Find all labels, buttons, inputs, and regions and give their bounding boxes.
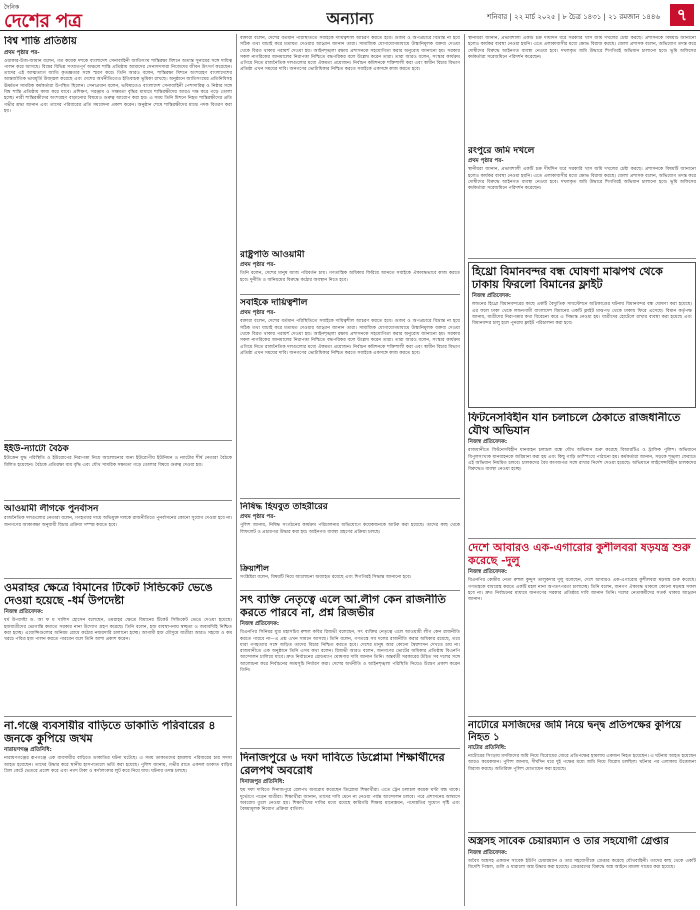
article-body: স্থানীয়রা জানান, প্রভাবশালী একটি চক্র দীর্ঘদিন ধরে সরকারি খাস জমি দখলের চেষ্টা করছে। প্রশাসনকে বিষয়টি জানানো হলেও কার্যকর ব্যবস্থা নেওয়া হয়নি। এতে এলাকাবাসীর মধ্যে ক্ষোভ বিরাজ করছে। জেলা প্রশাসক বলেন, অভিযোগ তদন্ত করে দোষীদের বিরুদ্ধে আইনগত ব্যবস্থা নেওয়া হবে। দখলকৃত জমি উদ্ধারে শিগগিরই অভিযান চালানো হবে। ভূমি অফিসের কর্মকর্তারা সরেজমিনে পরিদর্শন করেছেন। xyxy=(468,167,696,192)
byline: প্রথম পৃষ্ঠার পর- xyxy=(240,514,276,521)
byline: প্রথম পৃষ্ঠার পর- xyxy=(468,158,504,165)
article-body: নাটোরের সিংড়ায় মসজিদের জমি নিয়ে বিরোধের জেরে প্রতিপক্ষের হামলায় একজন নিহত হয়েছেন। এ ঘটনায় আহত হয়েছেন আরও কয়েকজন। পুলিশ জানায়, দীর্ঘদিন ধরে দুই পক্ষের মধ্যে জমি নিয়ে বিরোধ চলছিল। ঘটনার পর এলাকায় উত্তেজনা বিরাজ করছে। অতিরিক্ত পুলিশ মোতায়েন করা হয়েছে। xyxy=(468,754,696,772)
article-rangpur xyxy=(468,146,696,256)
headline: রাষ্ট্রপতি আওয়ামী xyxy=(240,250,305,260)
article-world-peace xyxy=(4,36,232,436)
article-body: বক্তারা বলেন, দেশের বর্তমান পরিস্থিতিতে সবাইকে দায়িত্বশীল আচরণ করতে হবে। গুজব ও অপপ্রচারে বিভ্রান্ত না হয়ে সঠিক তথ্য যাচাই করে মতামত দেওয়ার আহ্বান জানান তারা। সামাজিক যোগাযোগমাধ্যমে উস্কানিমূলক বক্তব্য দেওয়া থেকে বিরত থাকার পরামর্শ দেওয়া হয়। আইনশৃঙ্খলা রক্ষায় প্রশাসনকে সহযোগিতা করার অনুরোধ জানানো হয়। সরকার সকল নাগরিকের জানমালের নিরাপত্তা নিশ্চিতে বদ্ধপরিকর বলে উল্লেখ করেন তারা। তারা আরও বলেন, সংস্কার কার্যক্রম এগিয়ে নিতে রাজনৈতিক দলগুলোর মধ্যে ঐকমত্য প্রয়োজন। নির্বাচন কমিশনকে শক্তিশালী করা এবং স্বাধীন বিচার বিভাগ প্রতিষ্ঠা এখন সময়ের দাবি। জনগণের ভোটাধিকার নিশ্চিত করতে সবাইকে একসঙ্গে কাজ করতে হবে। xyxy=(240,36,460,73)
issue-date: শনিবার | ২২ মার্চ ২০২৫ | ৮ চৈত্র ১৪৩১ | ২১ রমজান ১৪৪৬ xyxy=(487,13,660,21)
newspaper-logo: দেশের পত্র xyxy=(4,10,82,32)
divider xyxy=(4,578,232,579)
byline: প্রথম পৃষ্ঠার পর- xyxy=(4,49,40,56)
divider xyxy=(240,590,460,591)
headline: সবাইকে দায়িত্বশীল xyxy=(240,298,308,308)
article-rizvi xyxy=(240,594,460,744)
article-natore xyxy=(468,720,696,830)
article-al-rehab xyxy=(4,504,232,574)
article-body: রাজনৈতিক দলগুলোর নেতারা বলেন, গণহত্যার দায়ে অভিযুক্ত দলকে রাজনীতিতে পুনর্বাসনের কোনো সুযোগ দেওয়া হবে না। জনগণের আকাঙ্ক্ষা অনুযায়ী বিচার প্রক্রিয়া সম্পন্ন করতে হবে। xyxy=(4,516,232,528)
article-president xyxy=(240,36,460,246)
section-title: অন্যান্য xyxy=(326,9,374,28)
page-number: ৭ xyxy=(670,4,694,26)
headline: হিথ্রো বিমানবন্দর বন্ধ ঘোষণা মাঝপথ থেকে ঢাকায় ফিরলো বিমানের ফ্লাইট xyxy=(472,265,663,291)
byline: নিজস্ব প্রতিবেদক: xyxy=(240,621,280,628)
divider xyxy=(4,716,232,717)
article-body: সংশ্লিষ্টরা বলেন, বিষয়টি নিয়ে আলোচনা অব্যাহত রয়েছে এবং শিগগিরই সিদ্ধান্ত জানানো হবে। xyxy=(240,575,412,581)
headline: অস্ত্রসহ সাবেক চেয়ারম্যান ও তার সহযোগী গ্রেপ্তার xyxy=(468,836,669,847)
headline: না.গঞ্জে ব্যবসায়ীর বাড়িতে ডাকাতি পরিবারের ৪ জনকে কুপিয়ে জখম xyxy=(4,720,216,745)
article-body: নারায়ণগঞ্জের রূপগঞ্জে এক ব্যবসায়ীর বাড়িতে ডাকাতির ঘটনা ঘটেছে। এ সময় ডাকাতদের হামলায় পরিবারের চার সদস্য আহত হয়েছেন। তাদের উদ্ধার করে স্থানীয় হাসপাতালে ভর্তি করা হয়েছে। পুলিশ জানায়, গভীর রাতে একদল ডাকাত বাড়ির গ্রিল কেটে ভেতরে প্রবেশ করে এবং নগদ টাকা ও স্বর্ণালংকার লুট করে নিয়ে যায়। ঘটনার তদন্ত চলছে। xyxy=(4,756,232,774)
article-body: ছয় দফা দাবিতে দিনাজপুরে রেলপথ অবরোধ করেছেন ডিপ্লোমা শিক্ষার্থীরা। এতে ট্রেন চলাচল কয়েক ঘণ্টা বন্ধ থাকে। দুর্ভোগে পড়েন যাত্রীরা। শিক্ষার্থীরা জানান, তাদের দাবি মেনে না নেওয়া পর্যন্ত আন্দোলন চলবে। পরে প্রশাসনের আশ্বাসে অবরোধ তুলে নেওয়া হয়। শিক্ষার্থীদের দাবির মধ্যে রয়েছে কারিগরি শিক্ষার মানোন্নয়ন, পদোন্নতির সুযোগ সৃষ্টি এবং বৈষম্যমূলক নিয়োগ প্রক্রিয়া বাতিল। xyxy=(240,788,460,813)
divider xyxy=(468,538,696,539)
divider xyxy=(468,258,696,259)
byline: নিজস্ব প্রতিবেদক: xyxy=(468,439,508,446)
headline: আওয়ামী লীগকে পুনর্বাসন xyxy=(4,504,99,514)
byline: নারায়ণগঞ্জ প্রতিনিধি: xyxy=(4,747,52,754)
divider xyxy=(468,832,696,833)
byline: নিজস্ব প্রতিবেদক: xyxy=(468,569,508,576)
divider xyxy=(468,716,696,717)
column-rule xyxy=(236,34,237,906)
article-active xyxy=(240,564,460,588)
headline: ইইউ-ন্যাটো বৈঠক xyxy=(4,444,69,454)
headline: রংপুরে জমি দখলে xyxy=(468,146,535,156)
article-body: ওয়াকার-উজ-জামান বলেন, গত কয়েক দশকে বাংলাদেশ সেনাবাহিনী জাতিসংঘ শান্তিরক্ষা মিশনে অত্যন্ত সুনামের সঙ্গে দায়িত্ব পালন করে আসছে। বিশ্বের বিভিন্ন সংঘাতপূর্ণ অঞ্চলে শান্তি প্রতিষ্ঠায় আমাদের সেনাসদস্যরা নিজেদের জীবন উৎসর্গ করেছেন। তাদের এই আত্মত্যাগ জাতি কৃতজ্ঞতার সঙ্গে স্মরণ করে। তিনি আরও বলেন, শান্তিরক্ষা মিশনে অংশগ্রহণ বাংলাদেশের আন্তর্জাতিক ভাবমূর্তি উজ্জ্বল করেছে এবং দেশের অর্থনীতিতেও ইতিবাচক ভূমিকা রাখছে। অনুষ্ঠানে জাতিসংঘের প্রতিনিধিসহ ঊর্ধ্বতন সামরিক কর্মকর্তারা উপস্থিত ছিলেন। সেনাপ্রধান বলেন, ভবিষ্যতেও বাংলাদেশ সেনাবাহিনী পেশাদারিত্ব ও নিষ্ঠার সঙ্গে বিশ্ব শান্তি প্রতিষ্ঠায় কাজ করে যাবে। প্রশিক্ষণ, সরঞ্জাম ও সক্ষমতা বৃদ্ধির মাধ্যমে শান্তিরক্ষীদের আরও দক্ষ করে গড়ে তোলা হচ্ছে। নারী শান্তিরক্ষীদের অংশগ্রহণ বাড়ানোর বিষয়েও গুরুত্ব আরোপ করা হয়। এ সময় তিনি মিশনে নিহত শান্তিরক্ষীদের প্রতি গভীর শ্রদ্ধা জানান এবং তাদের পরিবারের প্রতি সমবেদনা প্রকাশ করেন। অনুষ্ঠান শেষে শান্তিরক্ষীদের মাঝে পদক বিতরণ করা হয়। xyxy=(4,58,232,114)
headline: সৎ ব্যক্তি নেতৃত্বে এলে আ.লীগ কেন রাজনীতি করতে পারবে না, প্রশ্ন রিজভীর xyxy=(240,594,446,619)
article-arrest xyxy=(468,836,696,906)
headline: নিষিদ্ধ হিযবুত তাহরীরের xyxy=(240,502,328,512)
article-rangpur-top xyxy=(468,36,696,144)
divider xyxy=(4,500,232,501)
masthead-tag: দৈনিক xyxy=(4,4,20,11)
article-body: তিনি বলেন, দেশের মানুষ আজ পরিবর্তন চায়। গণতান্ত্রিক অধিকার ফিরিয়ে আনতে সবাইকে ঐক্যবদ্ধভাবে কাজ করতে হবে। দুর্নীতি ও অনিয়মের বিরুদ্ধে কঠোর অবস্থান নিতে হবে। xyxy=(240,271,460,283)
article-president-al xyxy=(240,250,460,290)
byline: নিজস্ব প্রতিবেদক: xyxy=(4,609,44,616)
divider xyxy=(240,748,460,749)
article-responsible xyxy=(240,298,460,494)
article-dulu xyxy=(468,542,696,712)
article-hizbut xyxy=(240,502,460,562)
article-dinajpur xyxy=(240,752,460,906)
article-eu-nato xyxy=(4,444,232,498)
article-umrah-ticket xyxy=(4,582,232,712)
article-body: বিএনপির সিনিয়র যুগ্ম মহাসচিব রুহুল কবির রিজভী বলেছেন, সৎ ব্যক্তির নেতৃত্বে এলে আওয়ামী লীগ কেন রাজনীতি করতে পারবে না—এ প্রশ্ন এখন সামনে আসছে। তিনি বলেন, গণতন্ত্রে সব দলের রাজনীতি করার অধিকার রয়েছে, তবে যারা গণহত্যার সঙ্গে জড়িত তাদের বিচার নিশ্চিত করতে হবে। দেশের মানুষ আর কোনো স্বৈরশাসন দেখতে চায় না। রাজধানীতে এক অনুষ্ঠানে তিনি এসব কথা বলেন। রিজভী আরও বলেন, জনগণের ভোটের অধিকার প্রতিষ্ঠায় বিএনপি আন্দোলন চালিয়ে যাবে। দ্রুত নির্বাচনের রোডম্যাপ ঘোষণার দাবি জানান তিনি। অন্তর্বর্তী সরকারের উচিত সব দলের সঙ্গে আলোচনা করে নির্বাচনের সময়সূচি নির্ধারণ করা। দেশের অর্থনীতি ও আইনশৃঙ্খলা পরিস্থিতি নিয়েও উদ্বেগ প্রকাশ করেন তিনি। xyxy=(240,630,460,674)
article-body: লন্ডনের হিথ্রো বিমানবন্দরের কাছে একটি বৈদ্যুতিক সাবস্টেশনে অগ্নিকাণ্ডের ঘটনায় বিমানবন্দর বন্ধ ঘোষণা করা হয়েছে। এর ফলে ঢাকা থেকে লন্ডনগামী বাংলাদেশ বিমানের একটি ফ্লাইট মাঝপথ থেকে ঢাকায় ফিরে এসেছে। বিমান কর্তৃপক্ষ জানায়, যাত্রীদের নিরাপত্তার কথা বিবেচনা করে এ সিদ্ধান্ত নেওয়া হয়। যাত্রীদের হোটেলে রাখার ব্যবস্থা করা হয়েছে এবং বিমানবন্দর চালু হলে পুনরায় ফ্লাইট পরিচালনা করা হবে। xyxy=(472,302,692,327)
column-rule xyxy=(464,34,465,906)
article-body: স্থানীয়রা জানান, প্রভাবশালী একটি চক্র দীর্ঘদিন ধরে সরকারি খাস জমি দখলের চেষ্টা করছে। প্রশাসনকে বিষয়টি জানানো হলেও কার্যকর ব্যবস্থা নেওয়া হয়নি। এতে এলাকাবাসীর মধ্যে ক্ষোভ বিরাজ করছে। জেলা প্রশাসক বলেন, অভিযোগ তদন্ত করে দোষীদের বিরুদ্ধে আইনগত ব্যবস্থা নেওয়া হবে। দখলকৃত জমি উদ্ধারে শিগগিরই অভিযান চালানো হবে। ভূমি অফিসের কর্মকর্তারা সরেজমিনে পরিদর্শন করেছেন। xyxy=(468,36,696,60)
headline: ওমরাহর ক্ষেত্রে বিমানের টিকেট সিন্ডিকেট ভেঙে দেওয়া হয়েছে -ধর্ম উপদেষ্টা xyxy=(4,582,213,607)
divider xyxy=(240,294,460,295)
headline: নাটোরে মসজিদের জমি নিয়ে দ্বন্দ্ব প্রতিপক্ষের কুপিয়ে নিহত ১ xyxy=(468,720,682,743)
article-body: রাজধানীতে ফিটনেসবিহীন যানবাহন চলাচল বন্ধে যৌথ অভিযান শুরু করেছে বিআরটিএ ও ট্রাফিক পুলিশ। অভিযানে বিপুলসংখ্যক যানবাহনকে জরিমানা করা হয় এবং কিছু গাড়ি ডাম্পিংয়ে পাঠানো হয়। কর্মকর্তারা জানান, সড়কে শৃঙ্খলা ফেরাতে এই অভিযান নিয়মিত চলবে। চালকদের বৈধ কাগজপত্র সঙ্গে রাখার নির্দেশ দেওয়া হয়েছে। অভিযানে লাইসেন্সবিহীন চালকদের বিরুদ্ধেও ব্যবস্থা নেওয়া হচ্ছে। xyxy=(468,448,696,473)
article-body: বিএনপির কেন্দ্রীয় নেতা রুহুল কুদ্দুস তালুকদার দুলু বলেছেন, দেশে আবারও এক-এগারোর কুশীলবরা ষড়যন্ত্র শুরু করেছে। গণতন্ত্রকে বাধাগ্রস্ত করতে একটি মহল নানা অপতৎপরতা চালাচ্ছে। তিনি বলেন, জনগণ ঐক্যবদ্ধ থাকলে কোনো ষড়যন্ত্র সফল হবে না। দ্রুত নির্বাচনের মাধ্যমে জনগণের সরকার প্রতিষ্ঠার দাবি জানান তিনি। দলের নেতাকর্মীদের সতর্ক থাকার আহ্বান জানান। xyxy=(468,578,696,603)
article-body: ধর্ম উপদেষ্টা ড. আ ফ ম খালিদ হোসেন বলেছেন, ওমরাহর ক্ষেত্রে বিমানের টিকেট সিন্ডিকেট ভেঙে দেওয়া হয়েছে। হজযাত্রীদের ভোগান্তি কমাতে সরকার নানা উদ্যোগ গ্রহণ করেছে। তিনি বলেন, হজ ব্যবস্থাপনায় স্বচ্ছতা ও জবাবদিহি নিশ্চিত করা হচ্ছে। এজেন্সিগুলোর অনিয়ম রোধে কঠোর নজরদারি চালানো হচ্ছে। আগামী হজ মৌসুমে যাত্রীরা আরও সহজে ও কম খরচে পবিত্র হজ পালন করতে পারবেন বলে তিনি আশা প্রকাশ করেন। xyxy=(4,618,232,643)
headline: দেশে আবারও এক-এগারোর কুশীলবরা ষড়যন্ত্র শুরু করেছে -দুলু xyxy=(468,542,691,567)
article-robbery xyxy=(4,720,232,906)
article-body: পুলিশ জানায়, নিষিদ্ধ সংগঠনের কার্যক্রম পরিচালনার অভিযোগে কয়েকজনকে আটক করা হয়েছে। তাদের কাছ থেকে লিফলেট ও প্রচারপত্র উদ্ধার করা হয়। আইনগত ব্যবস্থা গ্রহণের প্রক্রিয়া চলছে। xyxy=(240,523,460,535)
headline: ক্রিয়াশীল xyxy=(240,564,269,573)
article-fitness xyxy=(468,412,696,536)
masthead xyxy=(0,0,700,31)
byline: দিনাজপুর প্রতিনিধি: xyxy=(240,779,285,786)
divider xyxy=(4,440,232,441)
headline: বিশ্ব শান্তি প্রতিষ্ঠায় xyxy=(4,36,77,47)
headline: ফিটনেসবিহীন যান চলাচলে ঠেকাতে রাজধানীতে যৌথ অভিযান xyxy=(468,412,681,437)
byline: প্রথম পৃষ্ঠার পর- xyxy=(240,310,276,317)
divider xyxy=(240,498,460,499)
byline: নাটোর প্রতিনিধি: xyxy=(468,745,507,751)
headline: দিনাজপুরে ৬ দফা দাবিতে ডিপ্লোমা শিক্ষার্থীদের রেলপথ অবরোধ xyxy=(240,752,445,777)
article-heathrow xyxy=(468,262,696,408)
byline: প্রথম পৃষ্ঠার পর- xyxy=(240,262,276,269)
article-body: অবৈধ অস্ত্রসহ একজন সাবেক ইউপি চেয়ারম্যান ও তার সহযোগীকে গ্রেপ্তার করেছে যৌথবাহিনী। তাদের কাছ থেকে একটি বিদেশি পিস্তল, গুলি ও ধারালো অস্ত্র উদ্ধার করা হয়েছে। গ্রেপ্তারদের বিরুদ্ধে অস্ত্র আইনে মামলা দায়ের করা হয়েছে। xyxy=(468,858,696,870)
byline: নিজস্ব প্রতিবেদক: xyxy=(472,293,512,300)
byline: নিজস্ব প্রতিবেদক: xyxy=(468,849,508,856)
article-body: ইউক্রেন যুদ্ধ পরিস্থিতি ও ইউরোপের নিরাপত্তা নিয়ে আলোচনার জন্য ইউরোপীয় ইউনিয়ন ও ন্যাটোর শীর্ষ নেতারা বৈঠকে মিলিত হয়েছেন। বৈঠকে প্রতিরক্ষা ব্যয় বৃদ্ধি এবং যৌথ সামরিক সক্ষমতা গড়ে তোলার বিষয়ে গুরুত্ব দেওয়া হয়। xyxy=(4,456,232,468)
article-body: বক্তারা বলেন, দেশের বর্তমান পরিস্থিতিতে সবাইকে দায়িত্বশীল আচরণ করতে হবে। গুজব ও অপপ্রচারে বিভ্রান্ত না হয়ে সঠিক তথ্য যাচাই করে মতামত দেওয়ার আহ্বান জানান তারা। সামাজিক যোগাযোগমাধ্যমে উস্কানিমূলক বক্তব্য দেওয়া থেকে বিরত থাকার পরামর্শ দেওয়া হয়। আইনশৃঙ্খলা রক্ষায় প্রশাসনকে সহযোগিতা করার অনুরোধ জানানো হয়। সরকার সকল নাগরিকের জানমালের নিরাপত্তা নিশ্চিতে বদ্ধপরিকর বলে উল্লেখ করেন তারা। তারা আরও বলেন, সংস্কার কার্যক্রম এগিয়ে নিতে রাজনৈতিক দলগুলোর মধ্যে ঐকমত্য প্রয়োজন। নির্বাচন কমিশনকে শক্তিশালী করা এবং স্বাধীন বিচার বিভাগ প্রতিষ্ঠা এখন সময়ের দাবি। জনগণের ভোটাধিকার নিশ্চিত করতে সবাইকে একসঙ্গে কাজ করতে হবে। xyxy=(240,319,460,356)
